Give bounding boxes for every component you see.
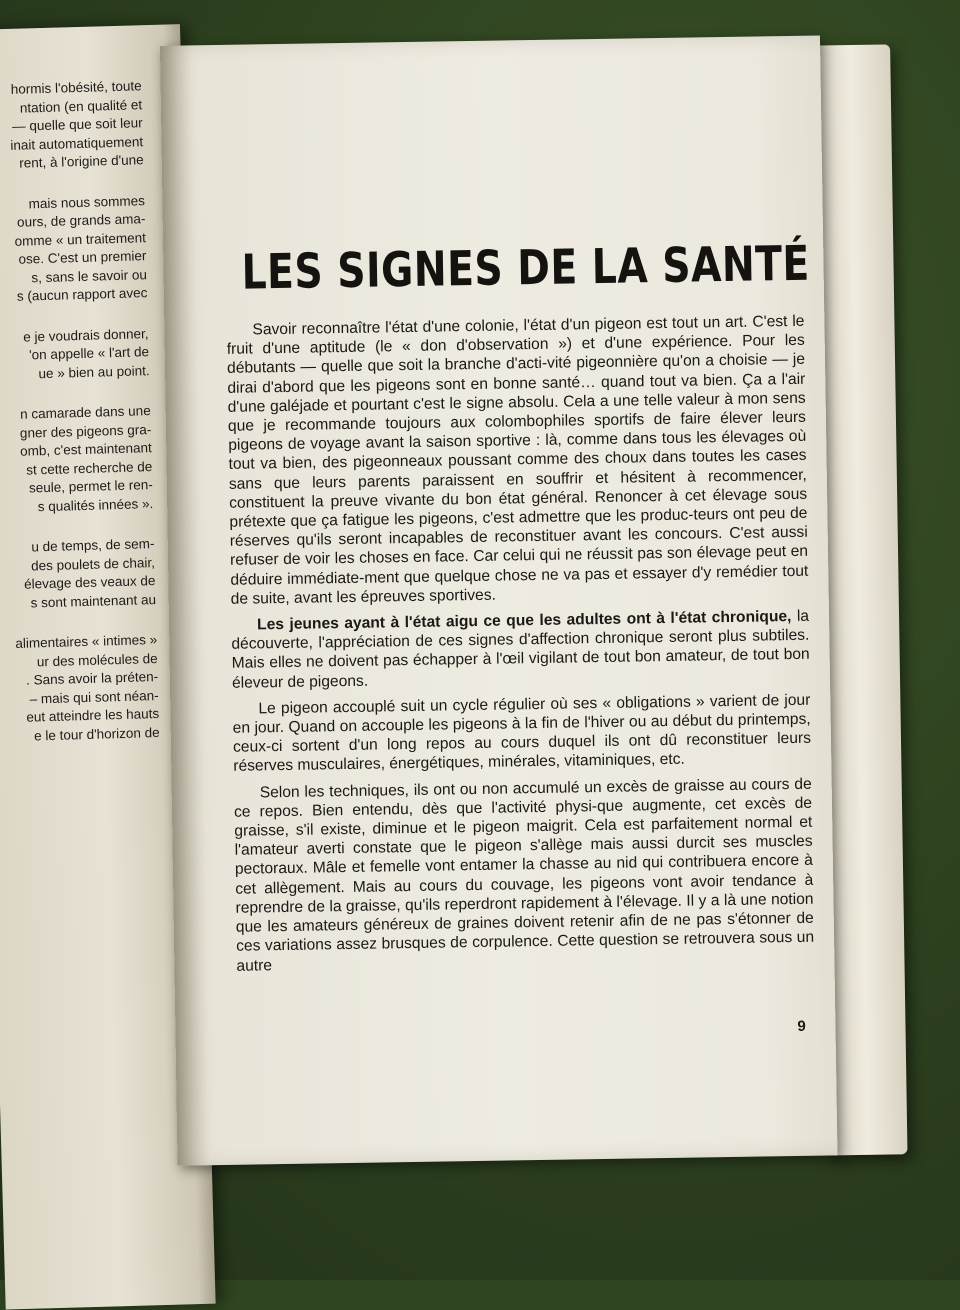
right-page — [160, 35, 838, 1165]
left-page-line: e je voudrais donner, — [0, 325, 149, 348]
page-title: LES SIGNES DE LA SANTÉ — [241, 236, 810, 301]
left-page-line: – mais qui sont néan- — [8, 686, 158, 709]
paragraph-4-text: Selon les techniques, ils ont ou non accumulé un excès de graisse au cours de ce repos. Bien entendu, dès que l'activité physi-que augmente, cet excès de graisse, s'il existe, diminue et le pigeon maigrit. Cela est parfaitement normal et l'amateur averti constate que le pigeon s'allège mais aussi durcit ses muscles pectoraux. Mâle et femelle vont entamer la chasse au nid qui contribuera encore à cet allègement. Mais au cours du couvage, les pigeons vont avoir tendance à reprendre de la graisse, qu'ils reperdront rapidement à l'élevage. Il y a là une notion que les amateurs généreux de graines doivent retenir afin de ne pas s'étonner de ces variations assez brusques de corpulence. Cette question se retrouvera sous un autre — [234, 775, 814, 974]
left-page-line: gner des pigeons gra- — [1, 421, 151, 444]
left-page-line: ours, de grands ama- — [0, 210, 146, 233]
left-page-line: élevage des veaux de — [5, 572, 155, 595]
right-page-block — [150, 34, 928, 1186]
left-page-line: st cette recherche de — [2, 458, 152, 481]
left-page-text — [0, 77, 160, 746]
left-page-line: s sont maintenant au — [6, 591, 156, 614]
left-page-line: omb, c'est maintenant — [2, 439, 152, 462]
left-page-line: ue » bien au point. — [0, 362, 150, 385]
left-page-line: — quelle que soit leur — [0, 114, 143, 137]
left-page-line: rent, à l'origine d'une — [0, 151, 144, 174]
paragraph-2 — [231, 607, 810, 693]
left-page-line: s qualités innées ». — [3, 495, 153, 518]
paragraph-2-text: la découverte, l'appréciation de ces signes d'affection chronique seront plus subtiles. Mais elles ne doivent pas échapper à l'œil vigilant de tout bon amateur, de tout bon éleveur de pigeons. — [231, 608, 809, 692]
left-page-line: . Sans avoir la préten- — [8, 668, 158, 691]
page-number: 9 — [797, 1018, 806, 1035]
left-page-line: u de temps, de sem- — [4, 535, 154, 558]
paragraph-2-bold: Les jeunes ayant à l'état aigu ce que les adultes ont à l'état chronique, — [257, 608, 792, 633]
left-page-line: seule, permet le ren- — [3, 476, 153, 499]
left-page-line: eut atteindre les hauts — [9, 705, 159, 728]
paragraph-3 — [232, 691, 811, 777]
left-page-line: 'on appelle « l'art de — [0, 343, 149, 366]
left-page-line: s (aucun rapport avec — [0, 284, 148, 307]
left-page-line: ntation (en qualité et — [0, 96, 142, 119]
left-page-line: e le tour d'horizon de — [9, 723, 159, 746]
paragraph-4 — [234, 774, 815, 975]
paragraph-1-text: Savoir reconnaître l'état d'une colonie, l'état d'un pigeon est tout un art. C'est le fruit d'une aptitude (le « don d'observation ») et d'une expérience. Pour les débutants — quelle que soit la branche d'acti-vité pigeonnière qu'on a choisie — je dirai d'abord que les pigeons sont en bonne santé… quand tout va bien. Ça a l'air d'une galéjade et pourtant c'est le signe absolu. Cela a une telle valeur à mon sens que je recommande toujours aux colombophiles sportifs de faire élever leurs pigeons de voyage avant la saison sportive : là, comme dans tous les élevages où tout va bien, des pigeonneaux poussant comme des choux dans toutes les cases sans que leurs parents paraissent en souffrir et hésitent à recommencer, constituent la preuve vivante du bon état général. Renoncer à cet élevage sous prétexte que ça fatigue les pigeons, c'est admettre que les produc-teurs ont peu de réserves qu'ils seront incapables de reconstituer avant les concours. C'est aussi refuser de voir les choses en face. Car celui qui ne réussit pas son élevage peut en déduire immédiate-ment que quelque chose ne va pas et essayer d'y remédier tout de suite, avant les épreuves sportives. — [227, 313, 809, 608]
left-page-line: mais nous sommes — [0, 192, 145, 215]
left-page-line: alimentaires « intimes » — [7, 631, 157, 654]
left-page-line: inait automatiquement — [0, 133, 143, 156]
paragraph-1 — [226, 312, 808, 609]
left-page-line: ur des molécules de — [7, 650, 157, 673]
left-page-line: s, sans le savoir ou — [0, 266, 147, 289]
left-page-line: n camarade dans une — [1, 402, 151, 425]
body-text — [226, 312, 814, 983]
left-page-line: hormis l'obésité, toute — [0, 77, 142, 100]
left-page-line: ose. C'est un premier — [0, 247, 147, 270]
paragraph-3-text: Le pigeon accouplé suit un cycle régulier où ses « obligations » varient de jour en jour. Quand on accouple les pigeons à la fin de l'hiver ou au début du printemps, ceux-ci sortent d'un long repos au cours duquel ils ont dû reconstituer leurs réserves musculaires, énergétiques, minérales, vitaminiques, etc. — [233, 692, 811, 776]
left-page-line: omme « un traitement — [0, 229, 146, 252]
left-page-line: des poulets de chair, — [5, 554, 155, 577]
